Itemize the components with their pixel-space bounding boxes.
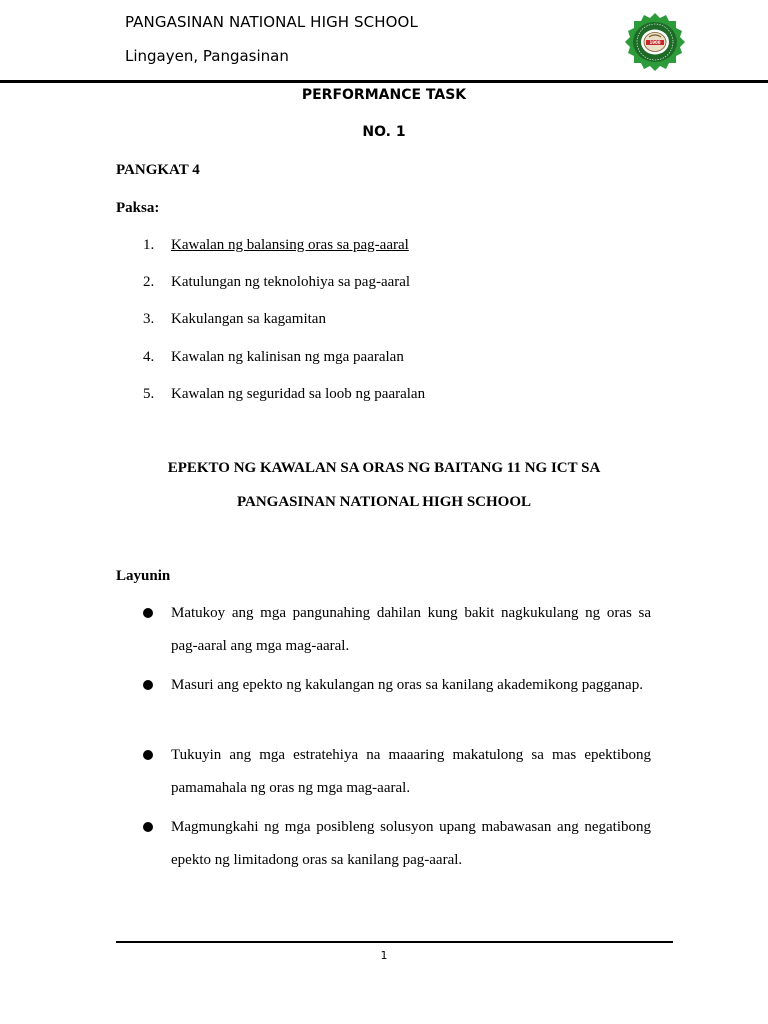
objective-item: Magmungkahi ng mga posibleng solusyon upang mabawasan ang negatibong epekto ng limitadong oras sa kanilang pag-aaral. [171,819,651,868]
bullet-icon [143,680,153,690]
objective-item: Tukuyin ang mga estratehiya na maaaring makatulong sa mas epektibong pamamahala ng oras ng mga mag-aaral. [171,747,651,796]
objective-item: Masuri ang epekto ng kakulangan ng oras sa kanilang akademikong pagganap. [171,677,643,693]
group-label: PANGKAT 4 [116,162,200,178]
header-divider [0,80,768,83]
task-number: NO. 1 [362,124,406,140]
school-seal-logo [620,13,690,75]
topic-item [143,237,409,254]
topic-number: 4. [143,349,155,365]
objectives-label: Layunin [116,568,171,584]
seal-year: 1900 [649,40,661,45]
topic-label: Paksa: [116,200,160,216]
school-name: PANGASINAN NATIONAL HIGH SCHOOL [125,13,418,31]
topic-number: 2. [143,274,155,290]
topic-item [143,386,425,403]
topic-text: Kawalan ng kalinisan ng mga paaralan [171,349,404,365]
topic-text: Kakulangan sa kagamitan [171,311,326,327]
task-title: PERFORMANCE TASK [301,87,467,103]
topic-number: 3. [143,311,155,327]
study-title-line1: EPEKTO NG KAWALAN SA ORAS NG BAITANG 11 NG ICT SA [167,460,601,476]
footer-divider [116,941,673,943]
topic-item [143,349,404,366]
topic-number: 1. [143,237,155,253]
bullet-icon [143,608,153,618]
topic-text: Katulungan ng teknolohiya sa pag-aaral [171,274,411,290]
bullet-icon [143,822,153,832]
topic-number: 5. [143,386,155,402]
topic-item [143,274,410,291]
objective-item: Matukoy ang mga pangunahing dahilan kung bakit nagkukulang ng oras sa pag-aaral ang mga mag-aaral. [171,605,651,654]
topic-text: Kawalan ng seguridad sa loob ng paaralan [171,386,426,402]
topic-text: Kawalan ng balansing oras sa pag-aaral [171,237,409,253]
study-title-line2: PANGASINAN NATIONAL HIGH SCHOOL [236,494,532,510]
bullet-icon [143,750,153,760]
page-number: 1 [380,949,388,962]
school-location: Lingayen, Pangasinan [125,47,289,65]
topic-item [143,311,326,328]
